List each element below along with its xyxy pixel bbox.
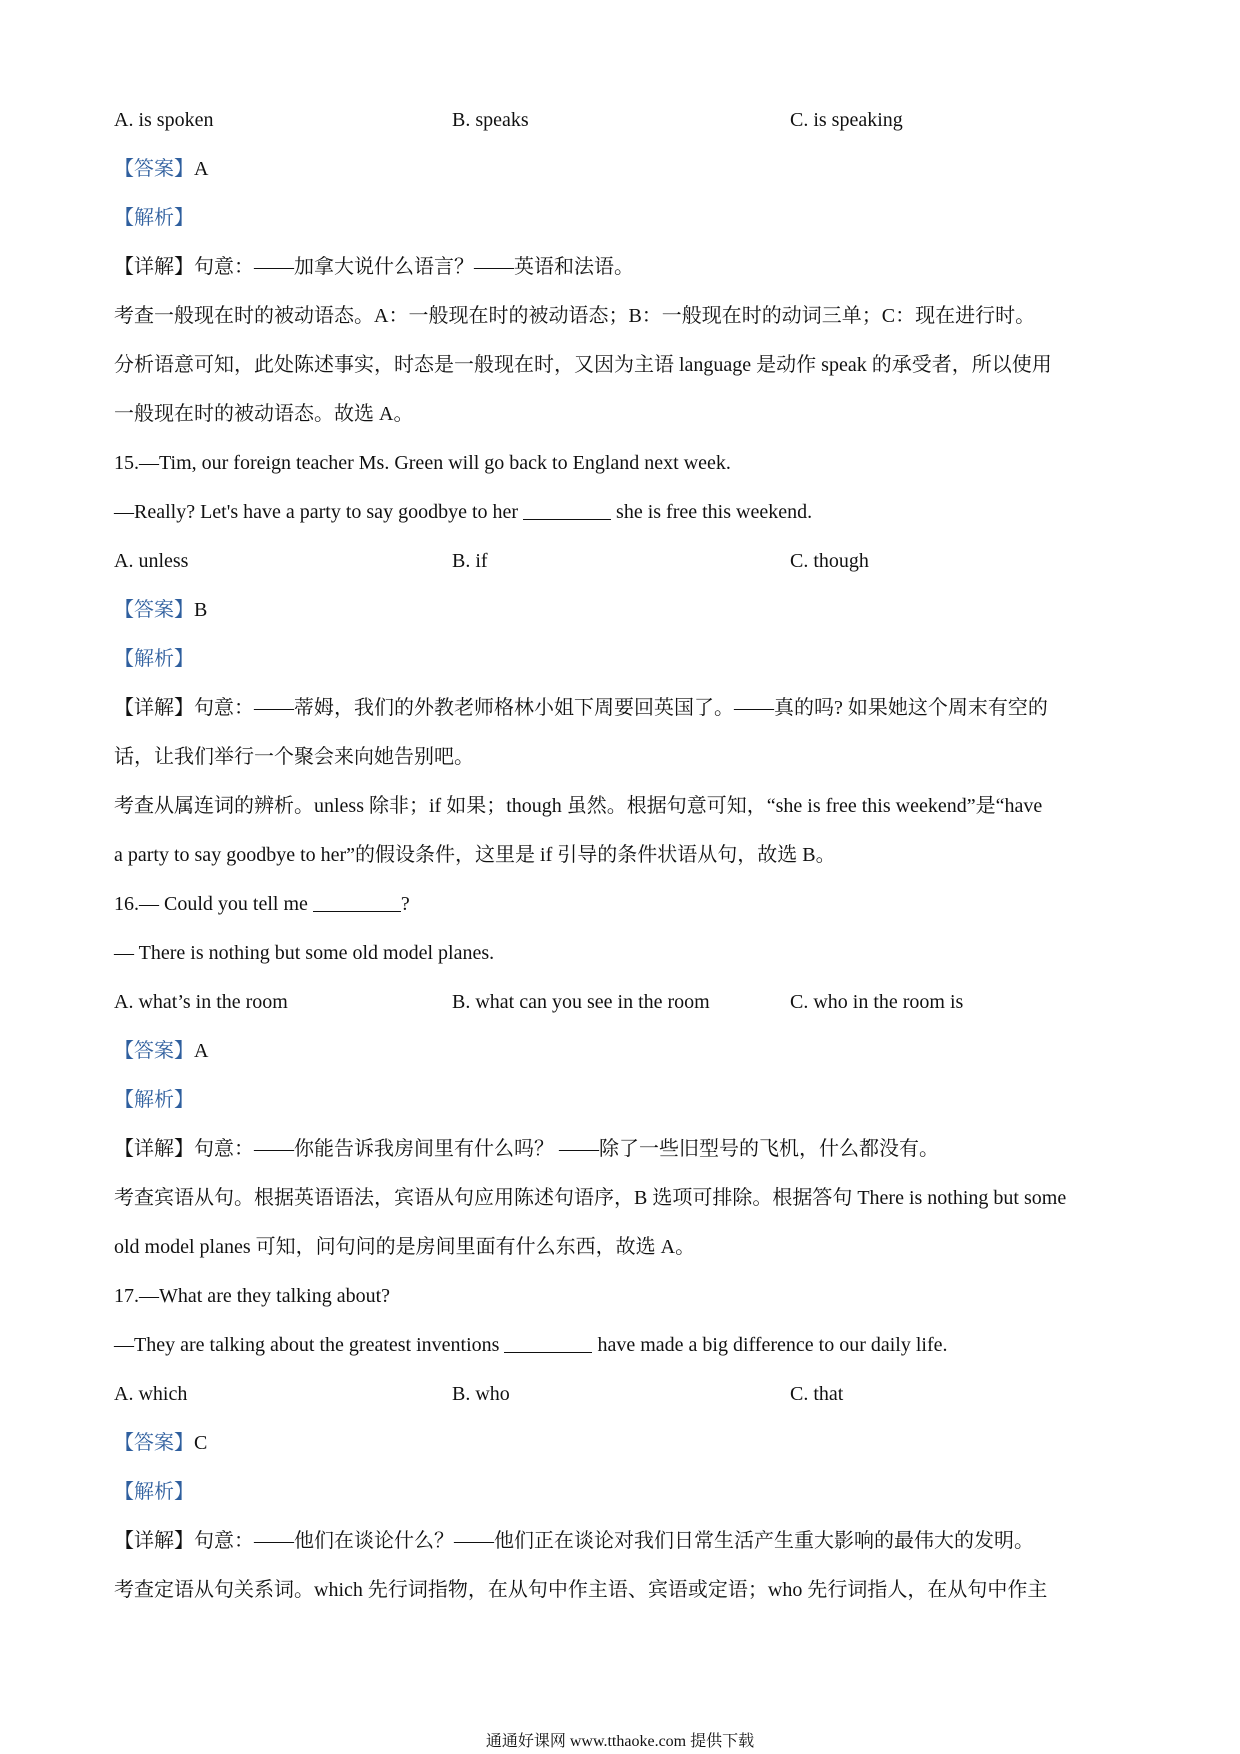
q16-detail-line bbox=[114, 1125, 1130, 1174]
q14-analysis-heading bbox=[114, 194, 1130, 243]
detail-tag: 【详解】 bbox=[114, 697, 194, 719]
answer-blank bbox=[523, 501, 611, 520]
detail-tag: 【详解】 bbox=[114, 1530, 194, 1552]
answer-tag: 【答案】 bbox=[114, 599, 194, 621]
q16-option-c: C. who in the room is bbox=[790, 991, 964, 1013]
q15-option-b: B. if bbox=[452, 550, 488, 572]
q15-option-a: A. unless bbox=[114, 550, 189, 572]
analysis-tag: 【解析】 bbox=[114, 1481, 194, 1503]
q17-stem: 17.—What are they talking about? bbox=[114, 1285, 391, 1307]
answer-value: A bbox=[194, 1040, 209, 1062]
q17-stem bbox=[114, 1321, 1130, 1370]
q16-answer bbox=[114, 1027, 1130, 1076]
answer-tag: 【答案】 bbox=[114, 1040, 194, 1062]
answer-blank bbox=[313, 893, 401, 912]
q17-detail-line: 考查定语从句关系词。which 先行词指物，在从句中作主语、宾语或定语；who 先行词指人，在从句中作主 bbox=[114, 1579, 1048, 1601]
q15-analysis-heading bbox=[114, 635, 1130, 684]
q16-detail-line: old model planes 可知，问句问的是房间里面有什么东西，故选 A。 bbox=[114, 1236, 696, 1258]
q14-detail-line: 分析语意可知，此处陈述事实，时态是一般现在时，又因为主语 language 是动作 speak 的承受者，所以使用 bbox=[114, 354, 1052, 376]
q16-option-b: B. what can you see in the room bbox=[452, 991, 710, 1013]
detail-tag: 【详解】 bbox=[114, 1138, 194, 1160]
answer-blank bbox=[504, 1334, 592, 1353]
detail-text: 句意：——他们在谈论什么？——他们正在谈论对我们日常生活产生重大影响的最伟大的发明。 bbox=[194, 1530, 1034, 1552]
q17-option-b: B. who bbox=[452, 1383, 510, 1405]
detail-tag: 【详解】 bbox=[114, 256, 194, 278]
page-footer: 通通好课网 www.tthaoke.com 提供下载 bbox=[485, 1733, 755, 1750]
analysis-tag: 【解析】 bbox=[114, 648, 194, 670]
q17-option-c: C. that bbox=[790, 1383, 844, 1405]
detail-text: 句意：——加拿大说什么语言？——英语和法语。 bbox=[194, 256, 634, 278]
stem-text: have made a big difference to our daily life. bbox=[597, 1334, 948, 1356]
q16-option-a: A. what’s in the room bbox=[114, 991, 288, 1013]
q14-detail-line bbox=[114, 243, 1130, 292]
document-content bbox=[114, 96, 1130, 1615]
q15-detail-line: a party to say goodbye to her”的假设条件，这里是 if 引导的条件状语从句，故选 B。 bbox=[114, 844, 836, 866]
detail-text: 句意：——蒂姆，我们的外教老师格林小姐下周要回英国了。——真的吗? 如果她这个周末有空的 bbox=[194, 697, 1048, 719]
q17-option-a: A. which bbox=[114, 1383, 188, 1405]
q17-analysis-heading bbox=[114, 1468, 1130, 1517]
q14-option-b: B. speaks bbox=[452, 109, 529, 131]
q15-answer bbox=[114, 586, 1130, 635]
q15-detail-line: 话，让我们举行一个聚会来向她告别吧。 bbox=[114, 746, 474, 768]
q15-stem bbox=[114, 488, 1130, 537]
q14-detail-line: 考查一般现在时的被动语态。A：一般现在时的被动语态；B：一般现在时的动词三单；C：现在进行时。 bbox=[114, 305, 1036, 327]
q17-answer bbox=[114, 1419, 1130, 1468]
stem-text: she is free this weekend. bbox=[616, 501, 813, 523]
analysis-tag: 【解析】 bbox=[114, 1089, 194, 1111]
answer-tag: 【答案】 bbox=[114, 1432, 194, 1454]
answer-value: B bbox=[194, 599, 208, 621]
q14-answer bbox=[114, 145, 1130, 194]
answer-value: C bbox=[194, 1432, 208, 1454]
q16-stem bbox=[114, 880, 1130, 929]
stem-text: 16.— Could you tell me bbox=[114, 893, 308, 915]
detail-text: 句意：——你能告诉我房间里有什么吗？ ——除了一些旧型号的飞机，什么都没有。 bbox=[194, 1138, 939, 1160]
q14-option-c: C. is speaking bbox=[790, 109, 903, 131]
q14-options bbox=[114, 96, 1130, 145]
q16-options bbox=[114, 978, 1130, 1027]
q15-options bbox=[114, 537, 1130, 586]
q17-options bbox=[114, 1370, 1130, 1419]
stem-text: —Really? Let's have a party to say goodbye to her bbox=[114, 501, 519, 523]
q15-option-c: C. though bbox=[790, 550, 869, 572]
q14-option-a: A. is spoken bbox=[114, 109, 214, 131]
stem-text: ? bbox=[400, 893, 410, 915]
answer-tag: 【答案】 bbox=[114, 158, 194, 180]
analysis-tag: 【解析】 bbox=[114, 207, 194, 229]
q16-stem: — There is nothing but some old model planes. bbox=[114, 942, 495, 964]
q15-detail-line bbox=[114, 684, 1130, 733]
stem-text: —They are talking about the greatest inventions bbox=[114, 1334, 500, 1356]
q16-analysis-heading bbox=[114, 1076, 1130, 1125]
q17-detail-line bbox=[114, 1517, 1130, 1566]
q15-stem: 15.—Tim, our foreign teacher Ms. Green will go back to England next week. bbox=[114, 452, 731, 474]
q14-detail-line: 一般现在时的被动语态。故选 A。 bbox=[114, 403, 414, 425]
q16-detail-line: 考查宾语从句。根据英语语法，宾语从句应用陈述句语序，B 选项可排除。根据答句 There is nothing but some bbox=[114, 1187, 1067, 1209]
answer-value: A bbox=[194, 158, 209, 180]
q15-detail-line: 考查从属连词的辨析。unless 除非；if 如果；though 虽然。根据句意可知，“she is free this weekend”是“have bbox=[114, 795, 1043, 817]
